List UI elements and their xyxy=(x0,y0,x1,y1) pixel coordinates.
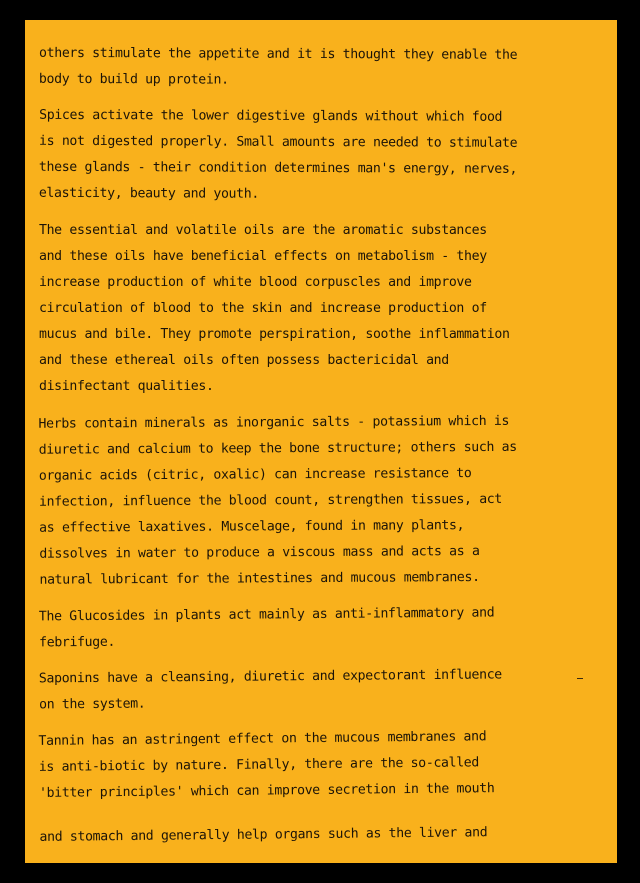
text-line: Saponins have a cleansing, diuretic and expectorant influence xyxy=(38,667,502,687)
paragraph-minerals xyxy=(38,408,597,593)
text-line: Spices activate the lower digestive glands without which food xyxy=(39,107,503,125)
text-line: mucus and bile. They promote perspiration, soothe inflammation xyxy=(39,327,510,342)
text-line: elasticity, beauty and youth. xyxy=(38,185,259,202)
text-line: natural lubricant for the intestines and mucous membranes. xyxy=(39,570,480,588)
text-line: disinfectant qualities. xyxy=(39,379,214,394)
text-line: The Glucosides in plants act mainly as anti-inflammatory and xyxy=(38,605,495,625)
paragraph-spices xyxy=(39,103,597,209)
text-line: circulation of blood to the skin and increase production of xyxy=(39,301,487,316)
text-line: infection, influence the blood count, strengthen tissues, act xyxy=(38,491,503,510)
text-line: Tannin has an astringent effect on the mucous membranes and xyxy=(38,729,487,749)
text-line: on the system. xyxy=(39,696,146,713)
text-line: dissolves in water to produce a viscous mass and acts as a xyxy=(39,544,480,562)
text-line: 'bitter principles' which can improve secretion in the mouth xyxy=(38,781,495,801)
text-line: others stimulate the appetite and it is thought they enable the xyxy=(39,45,518,63)
document-page xyxy=(25,20,617,863)
paragraph-appetite xyxy=(39,41,597,95)
text-line: diuretic and calcium to keep the bone structure; others such as xyxy=(38,439,517,458)
paragraph-saponins xyxy=(39,662,597,719)
text-line: is anti-biotic by nature. Finally, there are the so-called xyxy=(38,755,480,775)
text-line: febrifuge. xyxy=(39,634,116,651)
text-line: organic acids (citric, oxalic) can increase resistance to xyxy=(38,466,472,484)
text-line: these glands - their condition determines man's energy, nerves, xyxy=(38,159,518,177)
margin-mark xyxy=(577,678,583,679)
text-line: The essential and volatile oils are the aromatic substances xyxy=(39,223,487,238)
text-line: is not digested properly. Small amounts are needed to stimulate xyxy=(39,133,518,151)
paragraph-glucosides xyxy=(39,600,597,657)
text-line: body to build up protein. xyxy=(38,71,229,88)
paragraph-essential-oils xyxy=(39,218,597,400)
text-line: increase production of white blood corpuscles and improve xyxy=(39,275,472,290)
paragraph-tannin xyxy=(38,723,597,851)
text-line: and these ethereal oils often possess bactericidal and xyxy=(39,353,449,368)
text-line: and these oils have beneficial effects on metabolism - they xyxy=(39,249,487,264)
text-line: as effective laxatives. Muscelage, found in many plants, xyxy=(39,518,465,536)
text-line: and stomach and generally help organs such as the liver and xyxy=(39,825,488,845)
text-line: Herbs contain minerals as inorganic salts - potassium which is xyxy=(38,413,510,432)
